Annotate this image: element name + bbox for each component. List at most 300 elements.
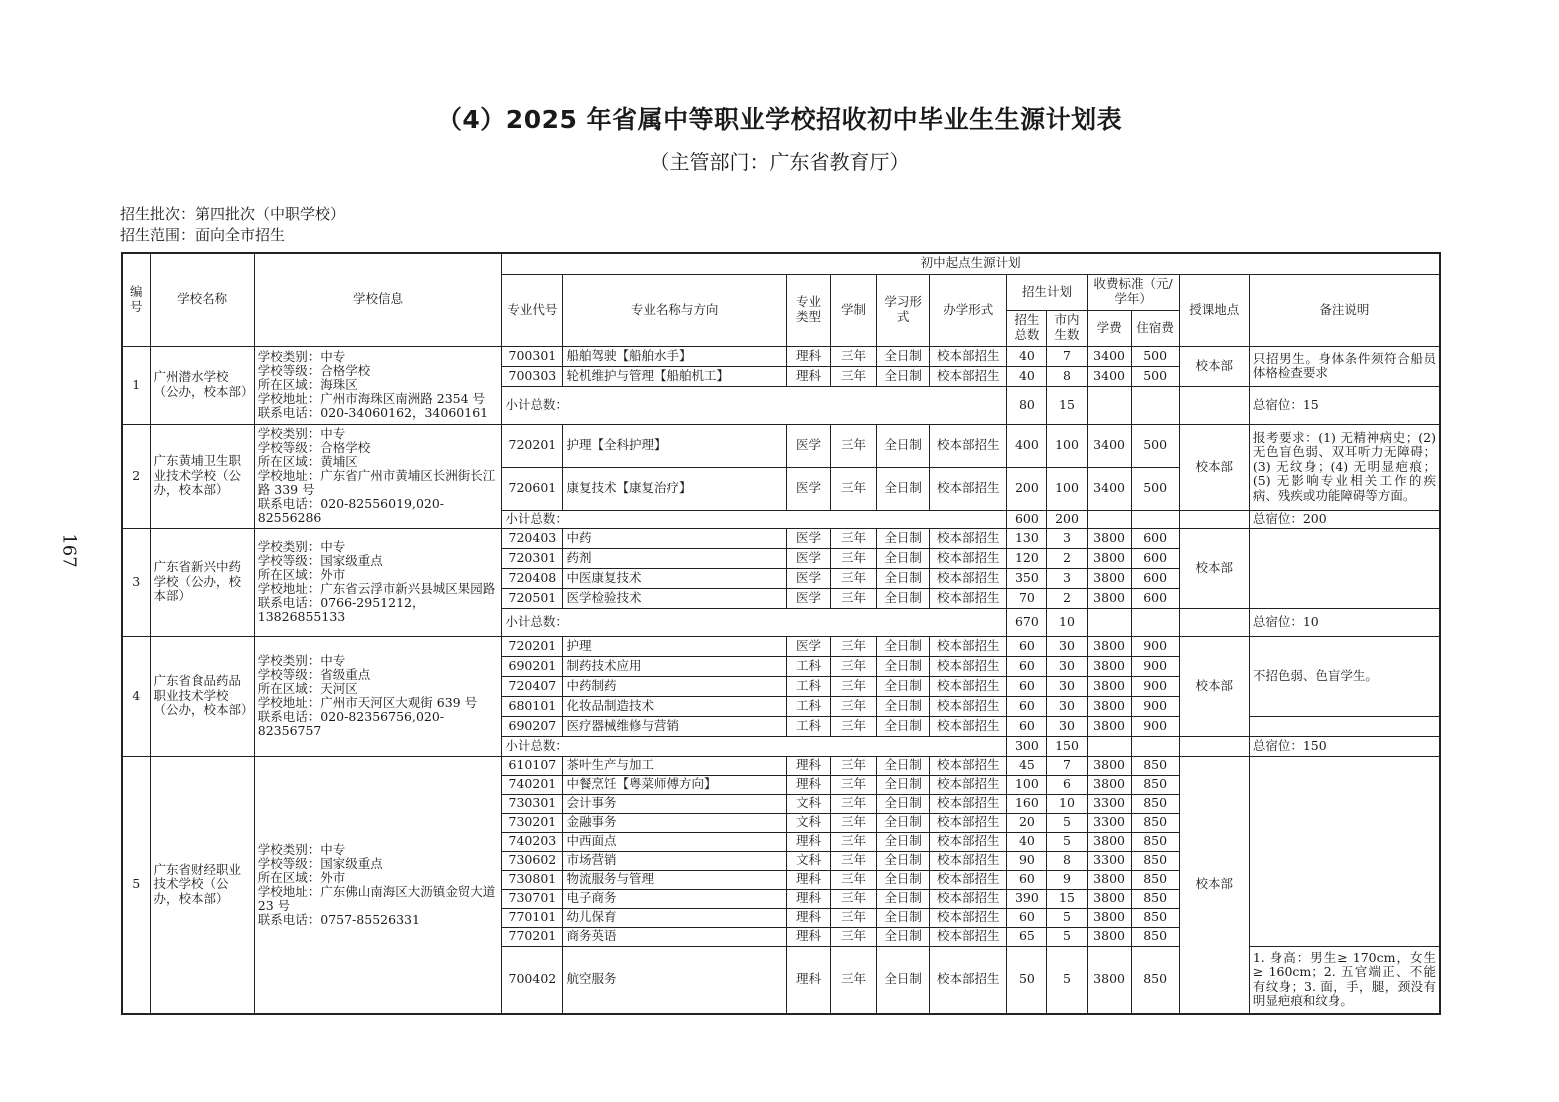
major-duration: 三年 [831,775,877,794]
plan-city: 8 [1047,366,1087,386]
major-mode: 校本部招生 [930,588,1007,608]
major-form: 全日制 [877,794,930,813]
school-info-line: 所在区域：海珠区 [257,377,358,392]
major-type: 工科 [786,656,830,676]
tuition-fee: 3800 [1087,568,1131,588]
tuition-fee: 3800 [1087,946,1131,1014]
plan-city: 8 [1047,851,1087,870]
major-duration: 三年 [831,756,877,775]
school-info-line: 联系电话：020-34060162，34060161 [257,405,489,420]
major-code: 740203 [502,832,563,851]
major-form: 全日制 [877,870,930,889]
plan-city: 5 [1047,832,1087,851]
major-form: 全日制 [877,636,930,656]
subtotal-dorm-capacity: 总宿位：10 [1249,608,1440,636]
plan-total: 130 [1007,528,1047,548]
tuition-fee: 3800 [1087,908,1131,927]
subtotal-plan-city: 10 [1047,608,1087,636]
major-code: 700301 [502,346,563,366]
major-code: 720407 [502,676,563,696]
tuition-fee: 3800 [1087,548,1131,568]
subtotal-plan-city: 200 [1047,510,1087,528]
header-plan-total: 招生总数 [1007,310,1047,346]
plan-city: 6 [1047,775,1087,794]
table-row [122,424,1440,467]
major-duration: 三年 [831,346,877,366]
major-name: 康复技术【康复治疗】 [563,467,786,510]
remark-blank [1249,716,1440,736]
header-location: 授课地点 [1179,274,1249,346]
major-mode: 校本部招生 [930,676,1007,696]
major-name: 会计事务 [563,794,786,813]
major-duration: 三年 [831,548,877,568]
school-info [254,636,502,756]
plan-total: 40 [1007,366,1047,386]
subtotal-location [1179,386,1249,424]
major-name: 医学检验技术 [563,588,786,608]
major-type: 理科 [786,346,830,366]
dorm-fee: 850 [1131,946,1179,1014]
major-type: 理科 [786,908,830,927]
major-mode: 校本部招生 [930,927,1007,946]
school-info-line: 所在区域：外市 [257,869,346,885]
major-code: 770101 [502,908,563,927]
school-info-line: 学校类别：中专 [257,841,346,857]
school-info-line: 学校地址：广东省广州市黄埔区长洲街长江路 339 号 [257,468,496,497]
school-info-line: 联系电话：020-82356756,020-82356757 [257,709,445,738]
plan-total: 90 [1007,851,1047,870]
subtotal-dorm [1131,510,1179,528]
header-major: 专业名称与方向 [563,274,786,346]
school-info-line: 联系电话：020-82556019,020-82556286 [257,496,445,525]
admission-batch: 招生批次：第四批次（中职学校） [120,205,346,223]
major-form: 全日制 [877,656,930,676]
page-subtitle: （主管部门：广东省教育厅） [649,150,910,174]
major-code: 690201 [502,656,563,676]
major-duration: 三年 [831,908,877,927]
major-duration: 三年 [831,424,877,467]
tuition-fee: 3800 [1087,528,1131,548]
school-no: 5 [122,756,150,1014]
major-type: 工科 [786,716,830,736]
subtotal-dorm [1131,386,1179,424]
header-plan: 招生计划 [1007,274,1087,310]
header-form: 学习形式 [877,274,930,346]
plan-total: 60 [1007,716,1047,736]
school-no: 1 [122,346,150,424]
major-name: 中药制药 [563,676,786,696]
header-tuition: 学费 [1087,310,1131,346]
tuition-fee: 3300 [1087,794,1131,813]
major-form: 全日制 [877,851,930,870]
major-duration: 三年 [831,676,877,696]
page-title: （4）2025 年省属中等职业学校招收初中毕业生生源计划表 [436,105,1123,134]
dorm-fee: 900 [1131,656,1179,676]
major-name: 中药 [563,528,786,548]
major-mode: 校本部招生 [930,656,1007,676]
remark-note: 1. 身高：男生≥ 170cm，女生≥ 160cm；2. 五官端正、不能有纹身；3. 面，手，腿，颈没有明显疤痕和纹身。 [1249,946,1440,1014]
school-info-line: 学校等级：省级重点 [257,667,371,682]
plan-total: 200 [1007,467,1047,510]
school-name: 广东省财经职业技术学校（公办，校本部） [150,756,254,1014]
major-name: 药剂 [563,548,786,568]
major-type: 医学 [786,568,830,588]
subtotal-location [1179,510,1249,528]
major-code: 730301 [502,794,563,813]
plan-total: 50 [1007,946,1047,1014]
major-mode: 校本部招生 [930,946,1007,1014]
subtotal-dorm-capacity: 总宿位：15 [1249,386,1440,424]
remark-blank [1249,756,1440,946]
major-duration: 三年 [831,794,877,813]
school-info-line: 学校等级：合格学校 [257,363,371,378]
major-form: 全日制 [877,467,930,510]
major-form: 全日制 [877,813,930,832]
dorm-fee: 850 [1131,851,1179,870]
major-type: 理科 [786,832,830,851]
dorm-fee: 850 [1131,756,1179,775]
tuition-fee: 3800 [1087,588,1131,608]
subtotal-label: 小计总数： [502,736,1007,756]
major-name: 中西面点 [563,832,786,851]
subtotal-tuition [1087,510,1131,528]
school-info-line: 学校类别：中专 [257,653,346,668]
teaching-location: 校本部 [1179,424,1249,510]
major-type: 文科 [786,794,830,813]
school-name: 广东省食品药品职业技术学校（公办，校本部） [150,636,254,756]
school-info-line: 学校等级：国家级重点 [257,855,383,871]
major-code: 720201 [502,424,563,467]
plan-total: 40 [1007,832,1047,851]
remark-note: 不招色弱、色盲学生。 [1249,636,1440,716]
tuition-fee: 3800 [1087,832,1131,851]
subtotal-dorm-capacity: 总宿位：150 [1249,736,1440,756]
subtotal-tuition [1087,608,1131,636]
plan-city: 30 [1047,696,1087,716]
major-duration: 三年 [831,927,877,946]
subtotal-tuition [1087,386,1131,424]
plan-city: 30 [1047,636,1087,656]
tuition-fee: 3800 [1087,870,1131,889]
plan-city: 7 [1047,756,1087,775]
major-form: 全日制 [877,908,930,927]
dorm-fee: 600 [1131,568,1179,588]
major-code: 730701 [502,889,563,908]
dorm-fee: 900 [1131,676,1179,696]
major-form: 全日制 [877,528,930,548]
plan-total: 65 [1007,927,1047,946]
major-name: 物流服务与管理 [563,870,786,889]
major-mode: 校本部招生 [930,548,1007,568]
major-type: 医学 [786,588,830,608]
plan-city: 100 [1047,424,1087,467]
header-school-info: 学校信息 [254,253,502,346]
major-mode: 校本部招生 [930,775,1007,794]
dorm-fee: 600 [1131,548,1179,568]
major-form: 全日制 [877,889,930,908]
school-info-line: 学校等级：国家级重点 [257,553,383,568]
major-code: 700303 [502,366,563,386]
major-name: 护理 [563,636,786,656]
major-mode: 校本部招生 [930,870,1007,889]
plan-city: 3 [1047,528,1087,548]
school-info-line: 学校地址：广东佛山南海区大沥镇金贸大道 23 号 [257,883,496,913]
tuition-fee: 3800 [1087,927,1131,946]
major-code: 720501 [502,588,563,608]
major-mode: 校本部招生 [930,794,1007,813]
plan-total: 160 [1007,794,1047,813]
school-info-line: 所在区域：天河区 [257,681,358,696]
school-name: 广东省新兴中药学校（公办，校本部） [150,528,254,636]
major-form: 全日制 [877,424,930,467]
subtotal-label: 小计总数： [502,510,1007,528]
major-code: 720403 [502,528,563,548]
plan-total: 60 [1007,696,1047,716]
tuition-fee: 3400 [1087,467,1131,510]
school-info-line: 学校地址：广东省云浮市新兴县城区果园路 [257,581,496,596]
plan-total: 40 [1007,346,1047,366]
plan-city: 7 [1047,346,1087,366]
dorm-fee: 850 [1131,775,1179,794]
header-code: 专业代号 [502,274,563,346]
plan-city: 30 [1047,656,1087,676]
dorm-fee: 850 [1131,870,1179,889]
major-name: 轮机维护与管理【船舶机工】 [563,366,786,386]
subtotal-location [1179,608,1249,636]
plan-total: 100 [1007,775,1047,794]
plan-total: 60 [1007,636,1047,656]
school-info-line: 学校地址：广州市海珠区南洲路 2354 号 [257,391,486,406]
major-name: 幼儿保育 [563,908,786,927]
major-type: 理科 [786,870,830,889]
dorm-fee: 600 [1131,588,1179,608]
dorm-fee: 850 [1131,832,1179,851]
school-info-line: 学校地址：广州市天河区大观街 639 号 [257,695,478,710]
plan-city: 5 [1047,908,1087,927]
plan-city: 9 [1047,870,1087,889]
major-mode: 校本部招生 [930,908,1007,927]
major-duration: 三年 [831,716,877,736]
dorm-fee: 500 [1131,467,1179,510]
plan-city: 30 [1047,716,1087,736]
major-form: 全日制 [877,588,930,608]
plan-city: 10 [1047,794,1087,813]
plan-total: 390 [1007,889,1047,908]
major-code: 700402 [502,946,563,1014]
table-row [122,528,1440,548]
major-form: 全日制 [877,775,930,794]
school-info-line: 联系电话：0766-2951212，13826855133 [257,595,425,624]
plan-city: 3 [1047,568,1087,588]
major-name: 化妆品制造技术 [563,696,786,716]
plan-city: 2 [1047,588,1087,608]
major-type: 医学 [786,548,830,568]
major-duration: 三年 [831,696,877,716]
major-type: 理科 [786,927,830,946]
school-name: 广州潜水学校（公办，校本部） [150,346,254,424]
major-duration: 三年 [831,889,877,908]
header-dorm: 住宿费 [1131,310,1179,346]
header-plan-city: 市内生数 [1047,310,1087,346]
major-name: 茶叶生产与加工 [563,756,786,775]
header-type: 专业类型 [786,274,830,346]
school-info [254,346,502,424]
subtotal-label: 小计总数： [502,608,1007,636]
school-info-line: 学校等级：合格学校 [257,440,371,455]
major-code: 740201 [502,775,563,794]
header-school-name: 学校名称 [150,253,254,346]
major-duration: 三年 [831,870,877,889]
major-type: 工科 [786,676,830,696]
major-mode: 校本部招生 [930,346,1007,366]
header-no: 编号 [122,253,150,346]
major-form: 全日制 [877,716,930,736]
major-form: 全日制 [877,927,930,946]
major-code: 720408 [502,568,563,588]
major-mode: 校本部招生 [930,568,1007,588]
school-info-line: 所在区域：黄埔区 [257,454,358,469]
school-info-line: 所在区域：外市 [257,567,346,582]
major-code: 770201 [502,927,563,946]
plan-city: 15 [1047,889,1087,908]
table-row [122,636,1440,656]
major-code: 730801 [502,870,563,889]
major-mode: 校本部招生 [930,716,1007,736]
major-form: 全日制 [877,946,930,1014]
plan-total: 70 [1007,588,1047,608]
dorm-fee: 900 [1131,696,1179,716]
dorm-fee: 500 [1131,346,1179,366]
major-form: 全日制 [877,696,930,716]
plan-city: 100 [1047,467,1087,510]
major-type: 医学 [786,636,830,656]
major-type: 理科 [786,366,830,386]
major-code: 690207 [502,716,563,736]
tuition-fee: 3800 [1087,656,1131,676]
dorm-fee: 850 [1131,927,1179,946]
major-name: 中餐烹饪【粤菜师傅方向】 [563,775,786,794]
major-type: 理科 [786,889,830,908]
school-info-line: 学校类别：中专 [257,539,346,554]
plan-total: 20 [1007,813,1047,832]
tuition-fee: 3400 [1087,366,1131,386]
tuition-fee: 3300 [1087,851,1131,870]
school-info [254,424,502,528]
major-name: 电子商务 [563,889,786,908]
subtotal-dorm [1131,608,1179,636]
major-name: 航空服务 [563,946,786,1014]
plan-city: 5 [1047,946,1087,1014]
dorm-fee: 900 [1131,716,1179,736]
major-code: 730201 [502,813,563,832]
major-duration: 三年 [831,946,877,1014]
remark-note: 报考要求：(1) 无精神病史；(2) 无色盲色弱、双耳听力无障碍；(3) 无纹身；(4) 无明显疤痕；(5) 无影响专业相关工作的疾病、残疾或功能障碍等方面。 [1249,424,1440,510]
major-type: 医学 [786,424,830,467]
admission-scope: 招生范围：面向全市招生 [120,226,286,244]
major-duration: 三年 [831,588,877,608]
teaching-location: 校本部 [1179,756,1249,1014]
subtotal-dorm-capacity: 总宿位：200 [1249,510,1440,528]
major-mode: 校本部招生 [930,696,1007,716]
major-mode: 校本部招生 [930,832,1007,851]
major-code: 610107 [502,756,563,775]
tuition-fee: 3800 [1087,889,1131,908]
major-code: 720601 [502,467,563,510]
teaching-location: 校本部 [1179,528,1249,608]
tuition-fee: 3800 [1087,716,1131,736]
school-no: 2 [122,424,150,528]
major-form: 全日制 [877,676,930,696]
tuition-fee: 3800 [1087,636,1131,656]
major-form: 全日制 [877,366,930,386]
major-type: 工科 [786,696,830,716]
major-mode: 校本部招生 [930,467,1007,510]
major-type: 文科 [786,813,830,832]
major-form: 全日制 [877,346,930,366]
major-duration: 三年 [831,467,877,510]
major-type: 医学 [786,528,830,548]
tuition-fee: 3800 [1087,775,1131,794]
tuition-fee: 3800 [1087,676,1131,696]
dorm-fee: 900 [1131,636,1179,656]
plan-total: 400 [1007,424,1047,467]
major-name: 市场营销 [563,851,786,870]
major-form: 全日制 [877,568,930,588]
table-row [122,756,1440,775]
major-duration: 三年 [831,568,877,588]
plan-total: 60 [1007,870,1047,889]
header-remarks: 备注说明 [1249,274,1440,346]
major-mode: 校本部招生 [930,813,1007,832]
major-code: 730602 [502,851,563,870]
major-name: 护理【全科护理】 [563,424,786,467]
school-no: 4 [122,636,150,756]
major-type: 医学 [786,467,830,510]
remark-note: 只招男生。身体条件须符合船员体格检查要求 [1249,346,1440,386]
dorm-fee: 850 [1131,794,1179,813]
major-type: 理科 [786,756,830,775]
tuition-fee: 3400 [1087,346,1131,366]
major-name: 船舶驾驶【船舶水手】 [563,346,786,366]
subtotal-location [1179,736,1249,756]
major-duration: 三年 [831,636,877,656]
school-info [254,756,502,1014]
major-mode: 校本部招生 [930,528,1007,548]
tuition-fee: 3800 [1087,756,1131,775]
tuition-fee: 3300 [1087,813,1131,832]
major-name: 制药技术应用 [563,656,786,676]
plan-body [122,346,1440,1014]
dorm-fee: 850 [1131,889,1179,908]
major-mode: 校本部招生 [930,366,1007,386]
major-duration: 三年 [831,813,877,832]
major-mode: 校本部招生 [930,424,1007,467]
header-duration: 学制 [831,274,877,346]
major-code: 720301 [502,548,563,568]
major-form: 全日制 [877,756,930,775]
major-name: 医疗器械维修与营销 [563,716,786,736]
plan-total: 60 [1007,656,1047,676]
plan-city: 2 [1047,548,1087,568]
plan-city: 5 [1047,813,1087,832]
major-mode: 校本部招生 [930,636,1007,656]
teaching-location: 校本部 [1179,346,1249,386]
plan-total: 60 [1007,676,1047,696]
dorm-fee: 500 [1131,424,1179,467]
header-plan-group: 初中起点生源计划 [502,253,1440,274]
major-name: 金融事务 [563,813,786,832]
major-mode: 校本部招生 [930,851,1007,870]
